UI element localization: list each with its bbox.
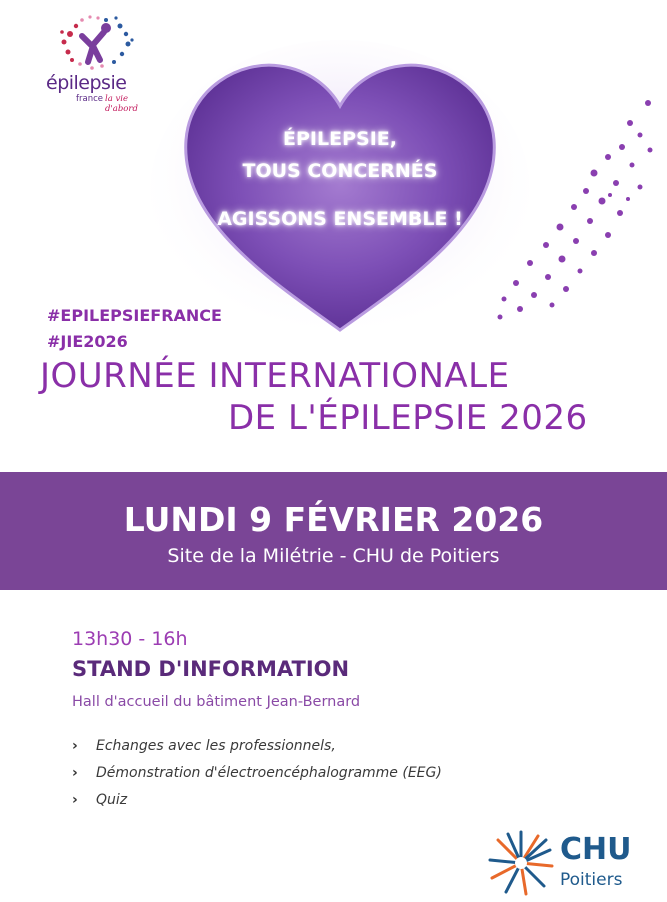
chu-poitiers-logo (486, 828, 646, 898)
date-banner (0, 472, 667, 590)
list-item-text: Echanges avec les professionnels, (96, 738, 336, 754)
chu-name: CHU (560, 832, 632, 867)
event-date: LUNDI 9 FÉVRIER 2026 (123, 500, 544, 539)
list-item (72, 765, 442, 781)
logo-sub-right: la vie d'abord (105, 94, 138, 114)
logo-sub-left: france (76, 94, 103, 104)
heart-line1: ÉPILEPSIE, (283, 128, 397, 150)
event-time: 13h30 - 16h (72, 628, 188, 650)
logo-dots-figure-icon (42, 12, 162, 74)
epilepsie-france-logo (42, 12, 162, 114)
chevron-right-icon: › (72, 765, 78, 781)
title-line2: DE L'ÉPILEPSIE 2026 (228, 398, 588, 438)
logo-brand-text: épilepsie (46, 72, 127, 94)
hashtag-jie2026: #JIE2026 (47, 332, 128, 351)
event-location: Hall d'accueil du bâtiment Jean-Bernard (72, 694, 361, 710)
list-item (72, 738, 336, 754)
list-item-text: Quiz (96, 792, 128, 808)
hashtag-epilepsiefrance: #EPILEPSIEFRANCE (47, 306, 222, 325)
list-item (72, 792, 127, 808)
fluffy-heart (150, 40, 530, 340)
heart-icon (150, 40, 530, 340)
scattered-hearts-decoration (490, 95, 667, 325)
chu-city: Poitiers (560, 870, 623, 890)
chevron-right-icon: › (72, 792, 78, 808)
event-name: STAND D'INFORMATION (72, 657, 350, 681)
title-line1: JOURNÉE INTERNATIONALE (40, 356, 510, 396)
heart-line2: TOUS CONCERNÉS (242, 160, 438, 182)
event-place: Site de la Milétrie - CHU de Poitiers (167, 545, 500, 567)
starburst-icon (486, 828, 556, 898)
list-item-text: Démonstration d'électroencéphalogramme (EEG) (96, 765, 442, 781)
chevron-right-icon: › (72, 738, 78, 754)
heart-line3: AGISSONS ENSEMBLE ! (217, 208, 463, 230)
